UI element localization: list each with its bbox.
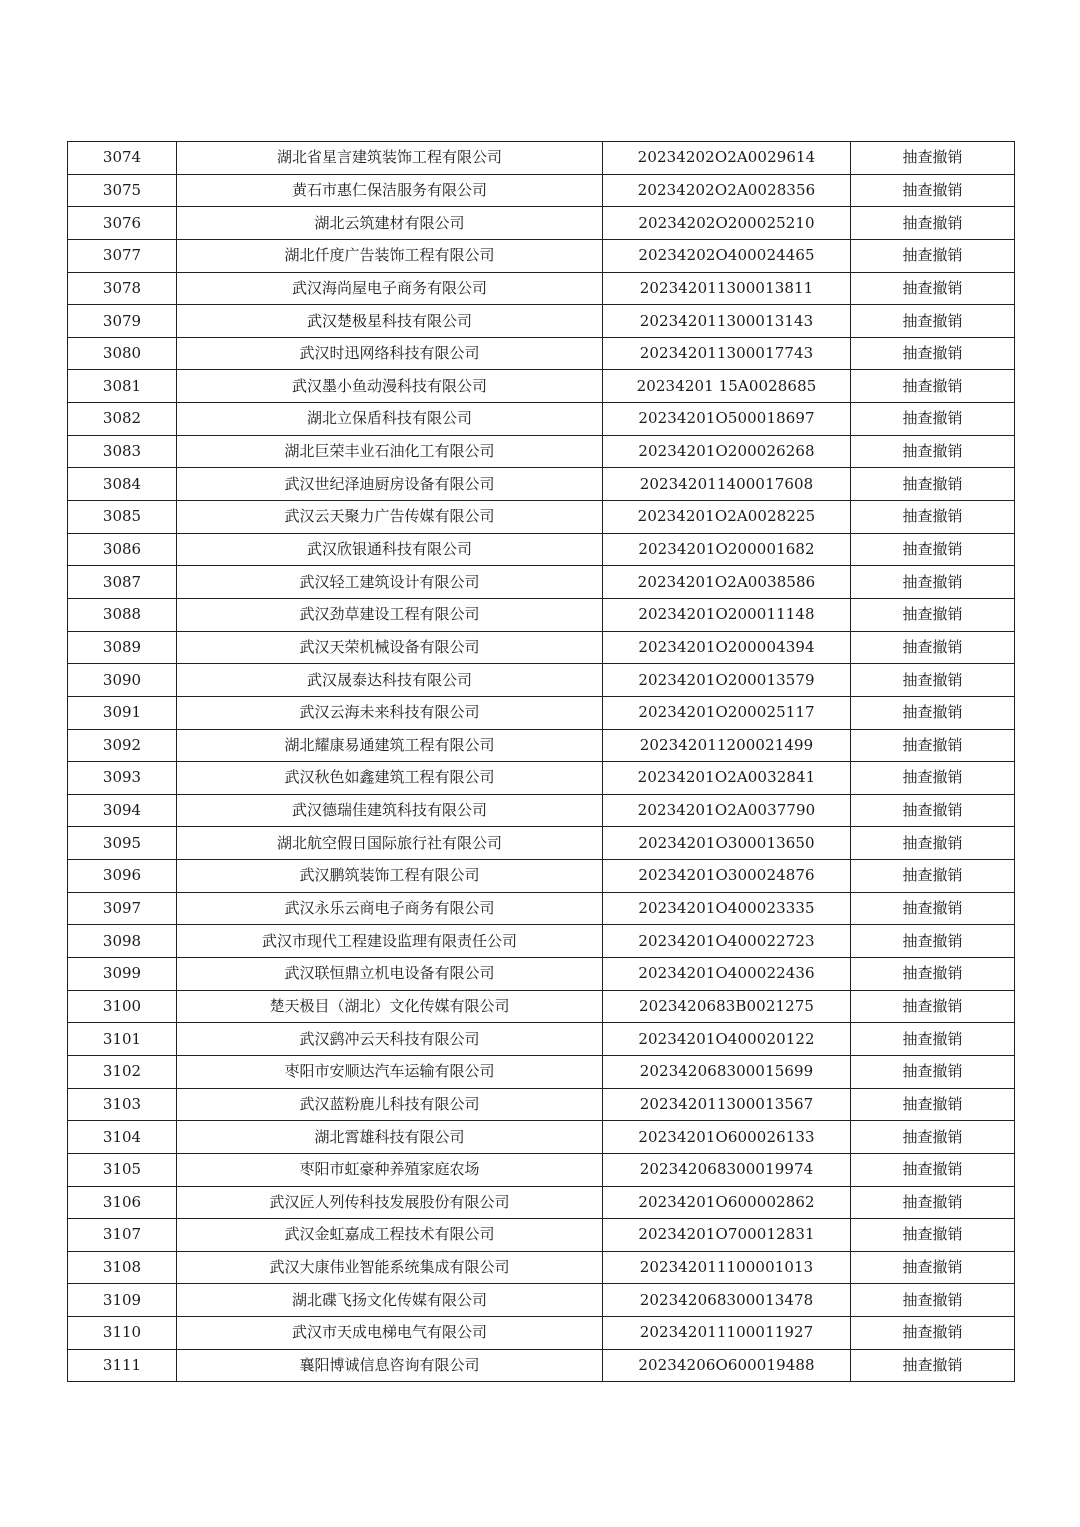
company-name: 湖北仟度广告装饰工程有限公司: [177, 239, 603, 272]
status-text: 抽查撤销: [851, 337, 1015, 370]
row-number: 3093: [68, 762, 177, 795]
row-number: 3092: [68, 729, 177, 762]
registration-code: 20234201O500018697: [603, 403, 851, 436]
registration-code: 20234201O200004394: [603, 631, 851, 664]
row-number: 3075: [68, 174, 177, 207]
table-row: [68, 1055, 1015, 1088]
table-row: [68, 1121, 1015, 1154]
table-row: [68, 174, 1015, 207]
table-row: [68, 1317, 1015, 1350]
row-number: 3083: [68, 435, 177, 468]
registration-code: 20234201 15A0028685: [603, 370, 851, 403]
table-row: [68, 1153, 1015, 1186]
table-row: [68, 370, 1015, 403]
table-row: [68, 925, 1015, 958]
registration-code: 202342011400017608: [603, 468, 851, 501]
table-row: [68, 990, 1015, 1023]
company-name: 武汉云海未来科技有限公司: [177, 696, 603, 729]
table-row: [68, 468, 1015, 501]
status-text: 抽查撤销: [851, 1055, 1015, 1088]
status-text: 抽查撤销: [851, 533, 1015, 566]
registration-code: 20234201O400022723: [603, 925, 851, 958]
registration-code: 202342011100001013: [603, 1251, 851, 1284]
registration-code: 20234201O400023335: [603, 892, 851, 925]
document-page: [67, 141, 1014, 1382]
company-name: 枣阳市安顺达汽车运输有限公司: [177, 1055, 603, 1088]
status-text: 抽查撤销: [851, 1251, 1015, 1284]
table-row: [68, 566, 1015, 599]
row-number: 3108: [68, 1251, 177, 1284]
row-number: 3081: [68, 370, 177, 403]
table-row: [68, 1023, 1015, 1056]
revocation-table: [67, 141, 1015, 1382]
table-row: [68, 239, 1015, 272]
status-text: 抽查撤销: [851, 1088, 1015, 1121]
table-row: [68, 1186, 1015, 1219]
registration-code: 20234201O2A0038586: [603, 566, 851, 599]
row-number: 3079: [68, 305, 177, 338]
status-text: 抽查撤销: [851, 598, 1015, 631]
registration-code: 20234201O2A0028225: [603, 501, 851, 534]
company-name: 武汉欣银通科技有限公司: [177, 533, 603, 566]
table-row: [68, 696, 1015, 729]
table-row: [68, 337, 1015, 370]
registration-code: 202342068300013478: [603, 1284, 851, 1317]
registration-code: 20234201O600002862: [603, 1186, 851, 1219]
row-number: 3082: [68, 403, 177, 436]
registration-code: 202342011300013143: [603, 305, 851, 338]
company-name: 武汉市天成电梯电气有限公司: [177, 1317, 603, 1350]
company-name: 武汉秋色如鑫建筑工程有限公司: [177, 762, 603, 795]
registration-code: 20234201O400020122: [603, 1023, 851, 1056]
company-name: 武汉楚极星科技有限公司: [177, 305, 603, 338]
row-number: 3105: [68, 1153, 177, 1186]
row-number: 3095: [68, 827, 177, 860]
row-number: 3096: [68, 860, 177, 893]
table-row: [68, 729, 1015, 762]
registration-code: 20234201O200011148: [603, 598, 851, 631]
registration-code: 20234201O200013579: [603, 664, 851, 697]
status-text: 抽查撤销: [851, 370, 1015, 403]
registration-code: 20234201O2A0037790: [603, 794, 851, 827]
row-number: 3109: [68, 1284, 177, 1317]
table-row: [68, 207, 1015, 240]
table-row: [68, 762, 1015, 795]
table-row: [68, 1349, 1015, 1382]
table-row: [68, 1251, 1015, 1284]
status-text: 抽查撤销: [851, 1121, 1015, 1154]
row-number: 3094: [68, 794, 177, 827]
company-name: 武汉蓝粉鹿儿科技有限公司: [177, 1088, 603, 1121]
registration-code: 20234201O300024876: [603, 860, 851, 893]
row-number: 3084: [68, 468, 177, 501]
company-name: 武汉德瑞佳建筑科技有限公司: [177, 794, 603, 827]
row-number: 3111: [68, 1349, 177, 1382]
row-number: 3110: [68, 1317, 177, 1350]
company-name: 武汉时迅网络科技有限公司: [177, 337, 603, 370]
status-text: 抽查撤销: [851, 207, 1015, 240]
row-number: 3077: [68, 239, 177, 272]
table-row: [68, 664, 1015, 697]
status-text: 抽查撤销: [851, 860, 1015, 893]
status-text: 抽查撤销: [851, 1153, 1015, 1186]
status-text: 抽查撤销: [851, 925, 1015, 958]
table-row: [68, 958, 1015, 991]
registration-code: 20234201O200025117: [603, 696, 851, 729]
status-text: 抽查撤销: [851, 435, 1015, 468]
company-name: 武汉海尚屋电子商务有限公司: [177, 272, 603, 305]
company-name: 武汉劲草建设工程有限公司: [177, 598, 603, 631]
registration-code: 202342011100011927: [603, 1317, 851, 1350]
status-text: 抽查撤销: [851, 794, 1015, 827]
company-name: 湖北碟飞扬文化传媒有限公司: [177, 1284, 603, 1317]
status-text: 抽查撤销: [851, 696, 1015, 729]
status-text: 抽查撤销: [851, 958, 1015, 991]
status-text: 抽查撤销: [851, 892, 1015, 925]
registration-code: 20234206O600019488: [603, 1349, 851, 1382]
registration-code: 20234202O400024465: [603, 239, 851, 272]
registration-code: 20234202O200025210: [603, 207, 851, 240]
status-text: 抽查撤销: [851, 1349, 1015, 1382]
table-row: [68, 501, 1015, 534]
company-name: 黄石市惠仁保洁服务有限公司: [177, 174, 603, 207]
status-text: 抽查撤销: [851, 1023, 1015, 1056]
registration-code: 20234201O2A0032841: [603, 762, 851, 795]
registration-code: 202342011300017743: [603, 337, 851, 370]
company-name: 武汉鹞冲云天科技有限公司: [177, 1023, 603, 1056]
company-name: 武汉永乐云商电子商务有限公司: [177, 892, 603, 925]
company-name: 武汉市现代工程建设监理有限责任公司: [177, 925, 603, 958]
table-row: [68, 598, 1015, 631]
row-number: 3087: [68, 566, 177, 599]
registration-code: 20234201O300013650: [603, 827, 851, 860]
status-text: 抽查撤销: [851, 501, 1015, 534]
table-row: [68, 435, 1015, 468]
row-number: 3090: [68, 664, 177, 697]
registration-code: 20234201O200026268: [603, 435, 851, 468]
company-name: 湖北云筑建材有限公司: [177, 207, 603, 240]
row-number: 3089: [68, 631, 177, 664]
row-number: 3097: [68, 892, 177, 925]
company-name: 武汉鹏筑装饰工程有限公司: [177, 860, 603, 893]
registration-code: 20234201O600026133: [603, 1121, 851, 1154]
company-name: 武汉金虹嘉成工程技术有限公司: [177, 1219, 603, 1252]
row-number: 3100: [68, 990, 177, 1023]
row-number: 3088: [68, 598, 177, 631]
row-number: 3074: [68, 142, 177, 175]
row-number: 3080: [68, 337, 177, 370]
registration-code: 20234202O2A0029614: [603, 142, 851, 175]
row-number: 3102: [68, 1055, 177, 1088]
table-row: [68, 403, 1015, 436]
company-name: 湖北省星言建筑装饰工程有限公司: [177, 142, 603, 175]
company-name: 武汉匠人列传科技发展股份有限公司: [177, 1186, 603, 1219]
registration-code: 202342011200021499: [603, 729, 851, 762]
registration-code: 202342068300019974: [603, 1153, 851, 1186]
company-name: 襄阳博诚信息咨询有限公司: [177, 1349, 603, 1382]
row-number: 3085: [68, 501, 177, 534]
status-text: 抽查撤销: [851, 729, 1015, 762]
company-name: 武汉联恒鼎立机电设备有限公司: [177, 958, 603, 991]
company-name: 楚天极目（湖北）文化传媒有限公司: [177, 990, 603, 1023]
table-row: [68, 533, 1015, 566]
row-number: 3099: [68, 958, 177, 991]
table-row: [68, 1088, 1015, 1121]
company-name: 湖北耀康易通建筑工程有限公司: [177, 729, 603, 762]
registration-code: 202342011300013811: [603, 272, 851, 305]
status-text: 抽查撤销: [851, 827, 1015, 860]
table-row: [68, 142, 1015, 175]
status-text: 抽查撤销: [851, 305, 1015, 338]
table-row: [68, 860, 1015, 893]
row-number: 3107: [68, 1219, 177, 1252]
registration-code: 20234202O2A0028356: [603, 174, 851, 207]
row-number: 3098: [68, 925, 177, 958]
company-name: 枣阳市虹豪种养殖家庭农场: [177, 1153, 603, 1186]
registration-code: 2023420683B0021275: [603, 990, 851, 1023]
table-body: [68, 142, 1015, 1382]
status-text: 抽查撤销: [851, 566, 1015, 599]
table-row: [68, 1219, 1015, 1252]
status-text: 抽查撤销: [851, 174, 1015, 207]
table-row: [68, 827, 1015, 860]
row-number: 3091: [68, 696, 177, 729]
registration-code: 20234201O400022436: [603, 958, 851, 991]
status-text: 抽查撤销: [851, 1317, 1015, 1350]
registration-code: 202342068300015699: [603, 1055, 851, 1088]
company-name: 湖北立保盾科技有限公司: [177, 403, 603, 436]
status-text: 抽查撤销: [851, 990, 1015, 1023]
row-number: 3101: [68, 1023, 177, 1056]
registration-code: 202342011300013567: [603, 1088, 851, 1121]
table-row: [68, 305, 1015, 338]
status-text: 抽查撤销: [851, 762, 1015, 795]
table-row: [68, 272, 1015, 305]
company-name: 湖北霄雄科技有限公司: [177, 1121, 603, 1154]
row-number: 3086: [68, 533, 177, 566]
status-text: 抽查撤销: [851, 1284, 1015, 1317]
status-text: 抽查撤销: [851, 142, 1015, 175]
table-row: [68, 794, 1015, 827]
status-text: 抽查撤销: [851, 468, 1015, 501]
status-text: 抽查撤销: [851, 1219, 1015, 1252]
row-number: 3103: [68, 1088, 177, 1121]
company-name: 湖北航空假日国际旅行社有限公司: [177, 827, 603, 860]
table-row: [68, 1284, 1015, 1317]
row-number: 3106: [68, 1186, 177, 1219]
row-number: 3104: [68, 1121, 177, 1154]
company-name: 武汉轻工建筑设计有限公司: [177, 566, 603, 599]
company-name: 武汉世纪泽迪厨房设备有限公司: [177, 468, 603, 501]
status-text: 抽查撤销: [851, 239, 1015, 272]
status-text: 抽查撤销: [851, 272, 1015, 305]
status-text: 抽查撤销: [851, 1186, 1015, 1219]
table-row: [68, 631, 1015, 664]
company-name: 武汉大康伟业智能系统集成有限公司: [177, 1251, 603, 1284]
company-name: 武汉天荣机械设备有限公司: [177, 631, 603, 664]
table-row: [68, 892, 1015, 925]
status-text: 抽查撤销: [851, 664, 1015, 697]
status-text: 抽查撤销: [851, 631, 1015, 664]
registration-code: 20234201O200001682: [603, 533, 851, 566]
company-name: 湖北巨荣丰业石油化工有限公司: [177, 435, 603, 468]
company-name: 武汉晟泰达科技有限公司: [177, 664, 603, 697]
row-number: 3076: [68, 207, 177, 240]
status-text: 抽查撤销: [851, 403, 1015, 436]
company-name: 武汉云天聚力广告传媒有限公司: [177, 501, 603, 534]
registration-code: 20234201O700012831: [603, 1219, 851, 1252]
company-name: 武汉墨小鱼动漫科技有限公司: [177, 370, 603, 403]
row-number: 3078: [68, 272, 177, 305]
